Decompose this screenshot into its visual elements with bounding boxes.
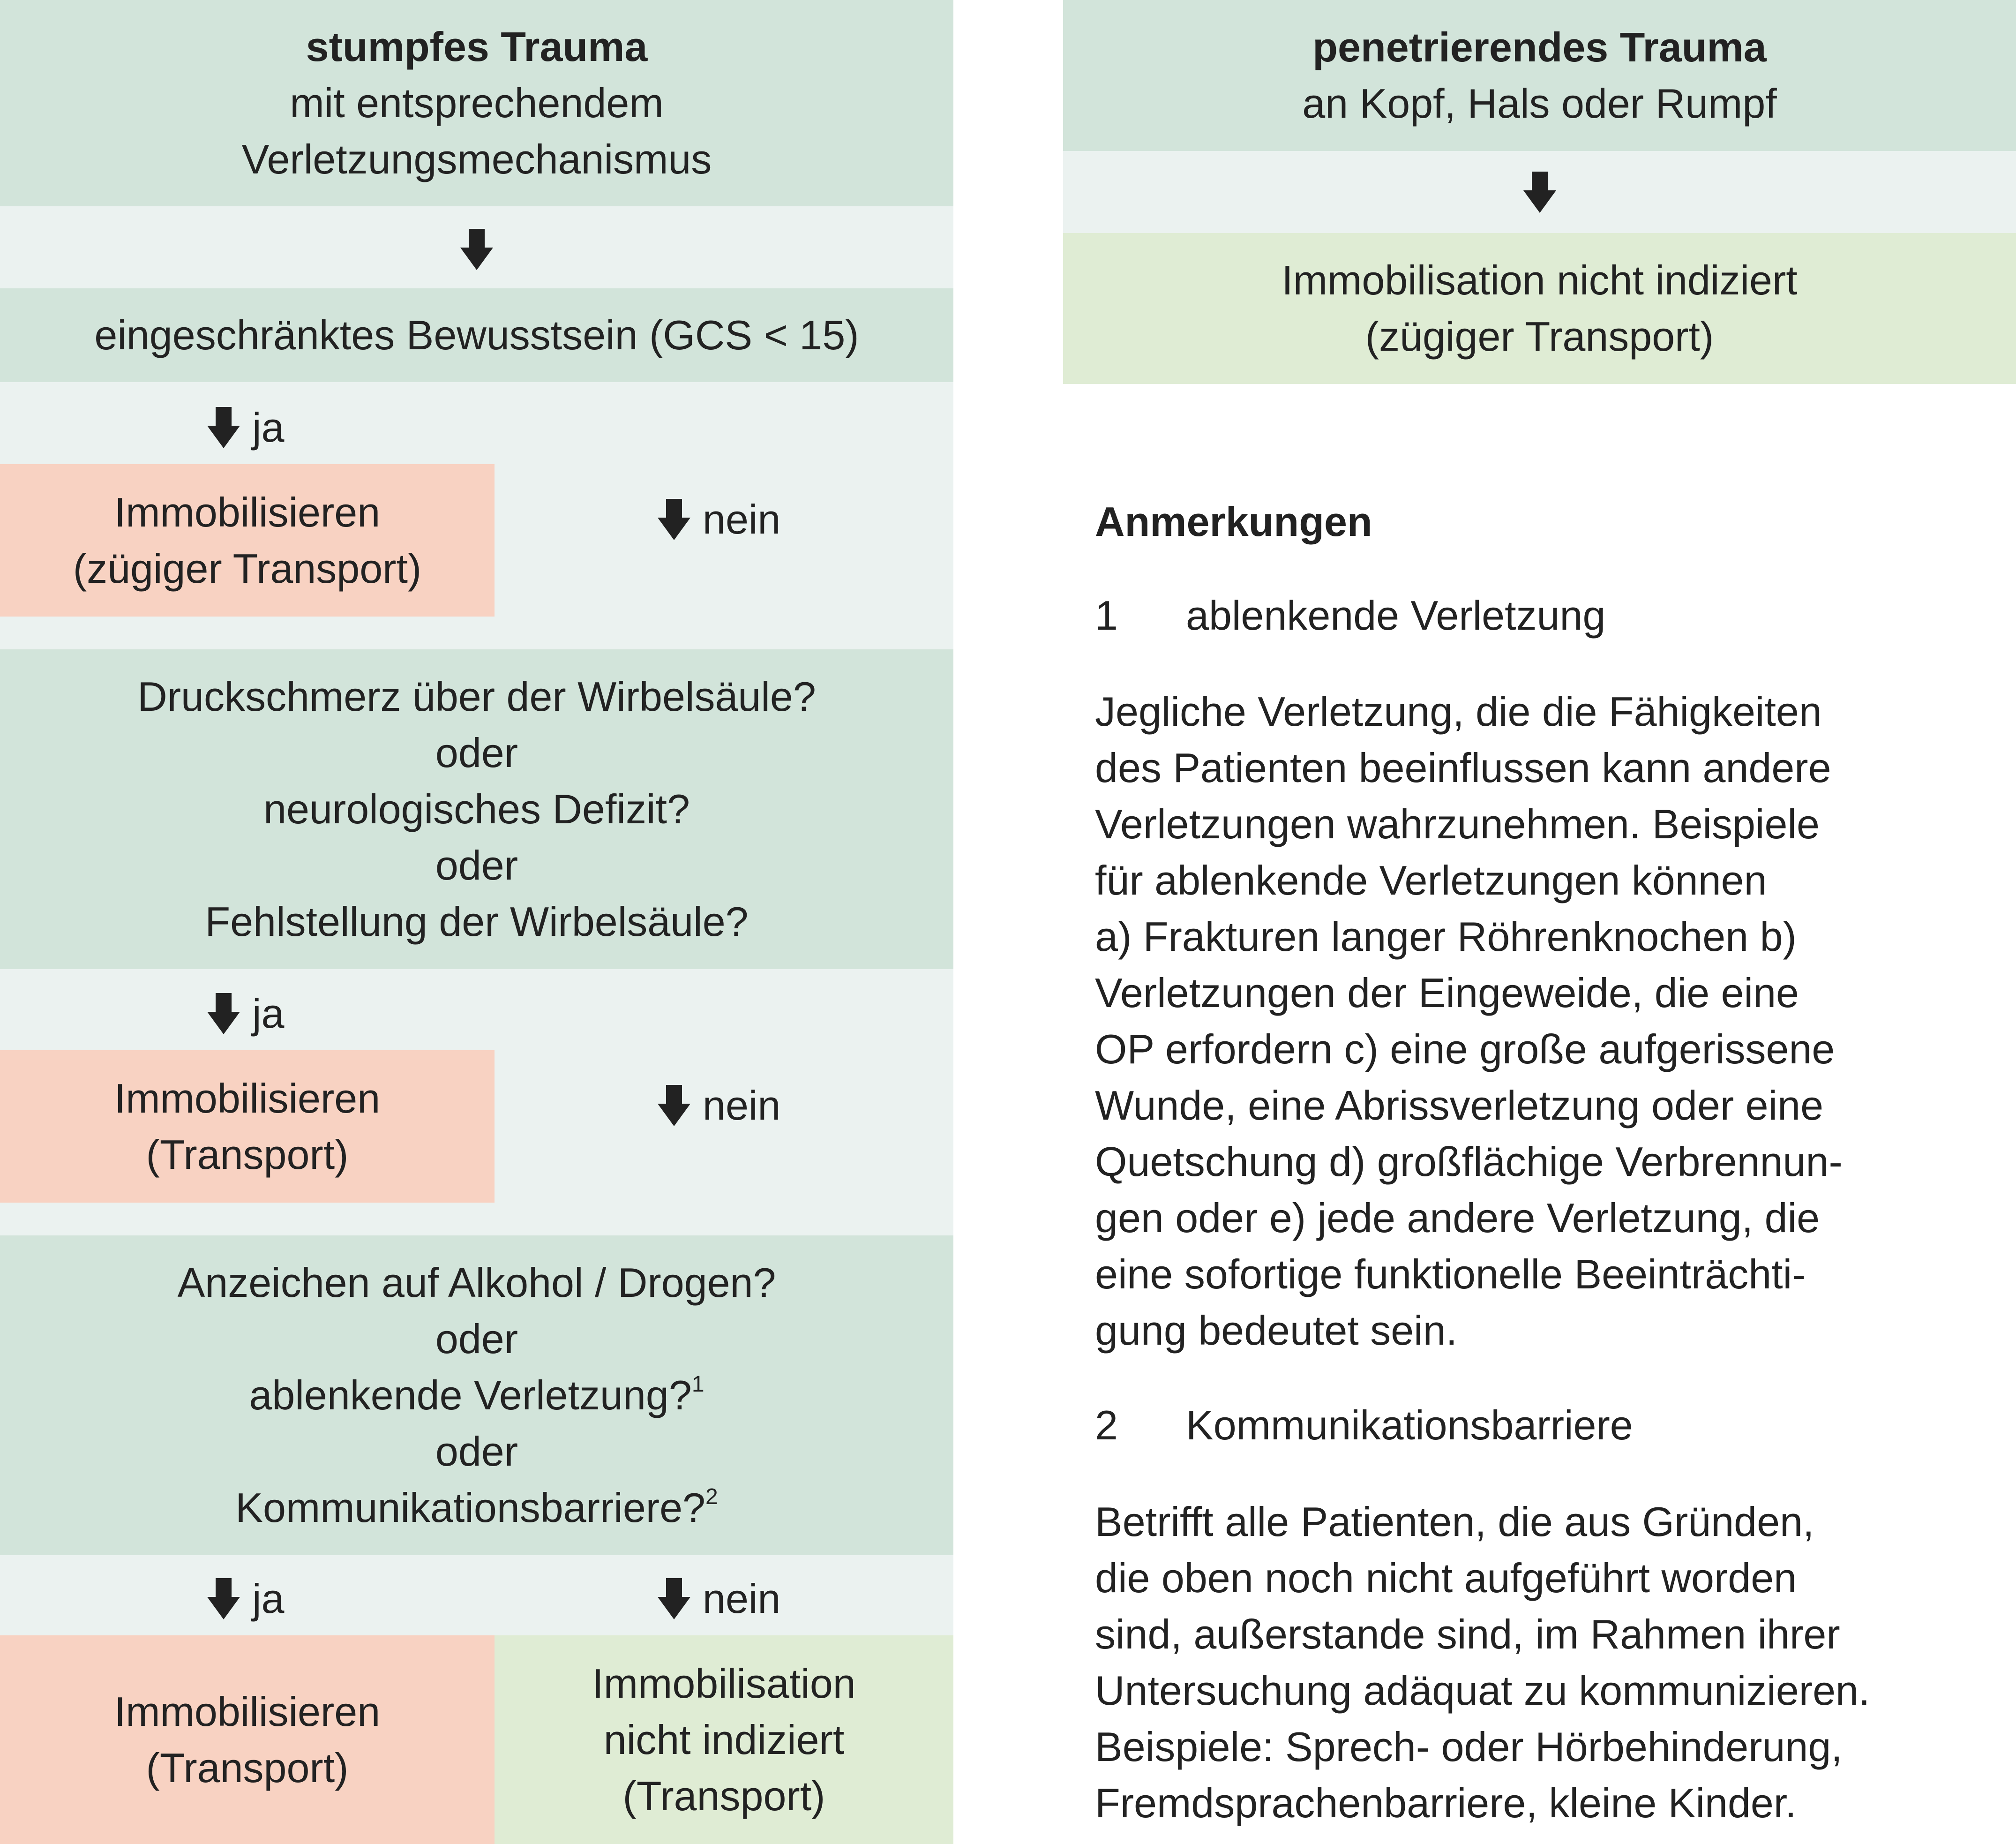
- note-1-line: für ablenkende Verletzungen können: [1095, 857, 1767, 903]
- footnote-2-marker: 2: [705, 1484, 718, 1509]
- penetrating-trauma-title: penetrierendes Trauma: [1312, 24, 1767, 70]
- transport-label: (Transport): [146, 1744, 349, 1791]
- q3-no-arrow: [658, 1571, 780, 1627]
- note-1-line: Verletzungen wahrzunehmen. Beispiele: [1095, 801, 1820, 847]
- q2-yes-arrow: [207, 986, 285, 1042]
- spine-pain-question: Druckschmerz über der Wirbelsäule?: [137, 673, 816, 720]
- immobilize-transport-box-1: [0, 1050, 495, 1203]
- distracting-injury-question: [249, 1367, 704, 1423]
- note-1-line: Quetschung d) großflächige Verbrennun-: [1095, 1138, 1843, 1185]
- q3-yes-label: ja: [252, 1575, 285, 1622]
- note-2-line: die oben noch nicht aufgeführt worden: [1095, 1555, 1797, 1601]
- arrow-down-icon: [658, 1578, 690, 1619]
- note-2-title: Kommunikationsbarriere: [1186, 1402, 1633, 1448]
- arrow-down-icon: [207, 407, 240, 448]
- note-1-header: [1095, 587, 1605, 644]
- or-label: oder: [435, 1316, 518, 1362]
- fast-transport-label: (zügiger Transport): [73, 545, 422, 592]
- immobilisation-label: Immobilisation: [592, 1660, 856, 1707]
- blunt-trauma-header: [0, 0, 953, 206]
- or-label: oder: [435, 842, 518, 888]
- communication-barrier-text: Kommunikationsbarriere?: [235, 1484, 705, 1531]
- arrow-down-icon: [658, 1085, 690, 1126]
- immobilize-label: Immobilisieren: [114, 1075, 381, 1121]
- q1-yes-arrow: [207, 399, 285, 456]
- distracting-injury-text: ablenkende Verletzung?: [249, 1372, 692, 1418]
- note-2-header: [1095, 1397, 1633, 1453]
- note-1-line: Jegliche Verletzung, die die Fähigkeiten: [1095, 688, 1822, 735]
- immobilize-label: Immobilisieren: [114, 489, 381, 535]
- communication-barrier-question: [235, 1480, 718, 1536]
- penetrating-result-box: [1063, 233, 2016, 384]
- alcohol-drugs-question: Anzeichen auf Alkohol / Drogen?: [177, 1259, 776, 1306]
- q3-no-label: nein: [703, 1575, 781, 1622]
- consciousness-question: [0, 288, 953, 382]
- penetrating-connector: [1063, 151, 2016, 233]
- fast-transport-label: (zügiger Transport): [1365, 313, 1714, 360]
- q1-no-label: nein: [703, 496, 781, 542]
- note-1-body: [1095, 684, 1986, 1359]
- left-column-background: [0, 206, 953, 1844]
- note-1-line: des Patienten beeinflussen kann andere: [1095, 745, 1831, 791]
- note-2-number: 2: [1095, 1402, 1118, 1448]
- notes-heading-row: [1095, 494, 1372, 550]
- note-1-line: eine sofortige funktionelle Beeinträchti-: [1095, 1251, 1806, 1297]
- arrow-down-icon: [207, 1578, 240, 1619]
- blunt-trauma-subtitle-2: Verletzungsmechanismus: [241, 136, 712, 182]
- not-indicated-label: Immobilisation nicht indiziert: [1282, 257, 1798, 303]
- spine-question: [0, 649, 953, 969]
- note-2-line: Betrifft alle Patienten, die aus Gründen,: [1095, 1498, 1814, 1545]
- not-indicated-label: nicht indiziert: [603, 1716, 845, 1763]
- q3-yes-arrow: [207, 1571, 285, 1627]
- immobilize-transport-box-2: [0, 1635, 495, 1844]
- q1-yes-label: ja: [252, 404, 285, 451]
- blunt-trauma-subtitle-1: mit entsprechendem: [290, 80, 664, 126]
- notes-heading: Anmerkungen: [1095, 498, 1372, 545]
- or-label: oder: [435, 730, 518, 776]
- penetrating-trauma-subtitle: an Kopf, Hals oder Rumpf: [1302, 80, 1777, 127]
- footnote-1-marker: 1: [691, 1372, 704, 1397]
- note-2-body: [1095, 1494, 1986, 1831]
- note-1-title: ablenkende Verletzung: [1186, 592, 1606, 639]
- arrow-down-icon: [658, 499, 690, 540]
- q2-no-arrow: [658, 1077, 780, 1134]
- immobilize-label: Immobilisieren: [114, 1688, 381, 1735]
- arrow-down-icon: [1523, 172, 1556, 213]
- transport-label: (Transport): [146, 1131, 349, 1178]
- immobilize-fast-transport-box: [0, 464, 495, 617]
- arrow-down-icon: [460, 229, 493, 270]
- note-1-number: 1: [1095, 592, 1118, 639]
- note-1-line: a) Frakturen langer Röhrenknochen b): [1095, 913, 1797, 960]
- note-1-line: Verletzungen der Eingeweide, die eine: [1095, 970, 1799, 1016]
- spine-malposition-question: Fehlstellung der Wirbelsäule?: [205, 898, 749, 945]
- alcohol-question: [0, 1235, 953, 1555]
- arrow-down-icon: [207, 993, 240, 1034]
- penetrating-trauma-header: [1063, 0, 2016, 151]
- note-1-line: OP erfordern c) eine große aufgerissene: [1095, 1026, 1835, 1072]
- note-1-line: Wunde, eine Abrissverletzung oder eine: [1095, 1082, 1824, 1129]
- blunt-trauma-title: stumpfes Trauma: [306, 23, 648, 70]
- or-label: oder: [435, 1428, 518, 1475]
- consciousness-question-text: eingeschränktes Bewusstsein (GCS < 15): [94, 312, 859, 358]
- note-2-line: Beispiele: Sprech- oder Hörbehinderung,: [1095, 1724, 1843, 1770]
- q2-no-label: nein: [703, 1082, 781, 1129]
- q2-yes-label: ja: [252, 990, 285, 1037]
- q1-no-arrow: [658, 491, 780, 548]
- not-indicated-transport-box: [495, 1635, 953, 1844]
- transport-label: (Transport): [622, 1772, 825, 1819]
- note-1-line: gung bedeutet sein.: [1095, 1307, 1458, 1354]
- arrow-to-consciousness: [460, 229, 493, 270]
- note-2-line: Untersuchung adäquat zu kommunizieren.: [1095, 1667, 1870, 1714]
- note-2-line: Fremdsprachenbarriere, kleine Kinder.: [1095, 1780, 1797, 1826]
- note-1-line: gen oder e) jede andere Verletzung, die: [1095, 1195, 1820, 1241]
- neuro-deficit-question: neurologisches Defizit?: [263, 786, 690, 832]
- note-2-line: sind, außerstande sind, im Rahmen ihrer: [1095, 1611, 1840, 1657]
